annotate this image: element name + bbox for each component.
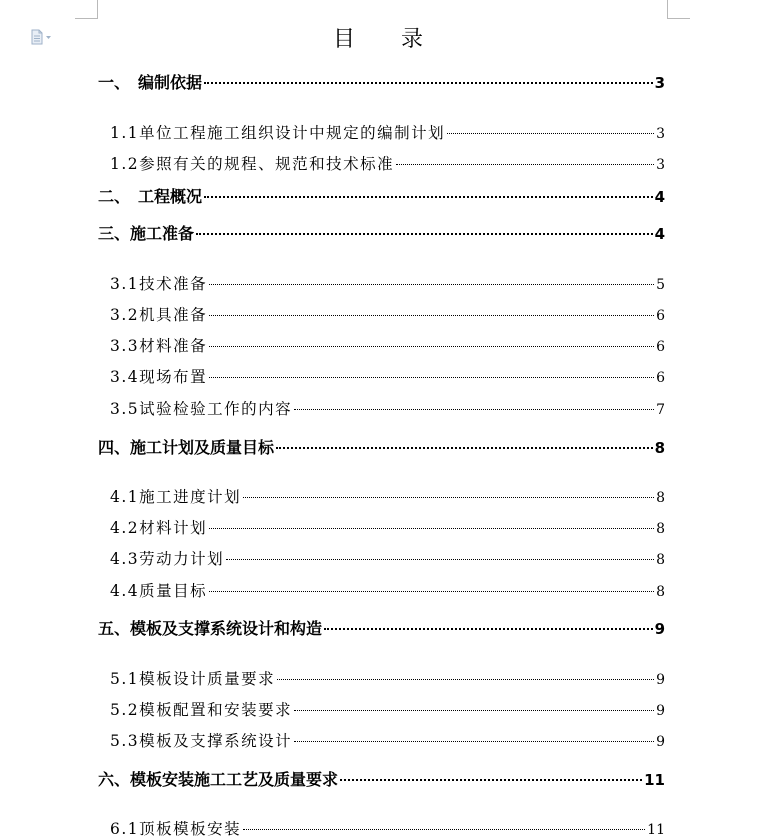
- dot-leader: [396, 164, 654, 165]
- toc-title: 目录: [332, 27, 469, 52]
- toc-entry-label: 三、施工准备: [98, 224, 195, 243]
- toc-chapter-entry[interactable]: [98, 221, 665, 244]
- dot-leader: [294, 409, 654, 410]
- toc-page-number: 6: [656, 308, 665, 324]
- toc-page-number: 7: [656, 402, 665, 418]
- toc-section-entry[interactable]: [110, 272, 665, 294]
- toc-section-entry[interactable]: [110, 121, 665, 143]
- dot-leader: [324, 628, 653, 630]
- margin-mark-right: [667, 0, 690, 19]
- toc-section-entry[interactable]: [110, 485, 665, 507]
- dot-leader: [276, 447, 653, 449]
- toc-chapter-entry[interactable]: [98, 767, 665, 790]
- toc-entry-label: 六、模板安装施工工艺及质量要求: [98, 770, 339, 789]
- toc-section-entry[interactable]: [110, 397, 665, 419]
- toc-entry-label: 一、 编制依据: [98, 73, 203, 92]
- margin-mark-left: [75, 0, 98, 19]
- toc-chapter-entry[interactable]: [98, 616, 665, 639]
- toc-section-entry[interactable]: [110, 547, 665, 569]
- dot-leader: [294, 741, 654, 742]
- dot-leader: [196, 233, 653, 235]
- toc-entry-label: 3.3材料准备: [110, 337, 208, 355]
- toc-page-number: 11: [644, 771, 665, 789]
- toc-page-number: 6: [656, 370, 665, 386]
- toc-section-entry[interactable]: [110, 579, 665, 601]
- toc-entry-label: 3.5试验检验工作的内容: [110, 400, 293, 418]
- toc-page-number: 6: [656, 339, 665, 355]
- dot-leader: [243, 829, 645, 830]
- toc-entry-label: 1.1单位工程施工组织设计中规定的编制计划: [110, 124, 446, 142]
- toc-page-number: 8: [656, 521, 665, 537]
- dot-leader: [209, 346, 654, 347]
- toc-page-number: 8: [656, 584, 665, 600]
- toc-section-entry[interactable]: [110, 365, 665, 387]
- toc-entry-label: 5.2模板配置和安装要求: [110, 701, 293, 719]
- toc-entry-label: 五、模板及支撑系统设计和构造: [98, 619, 323, 638]
- toc-entry-label: 4.3劳动力计划: [110, 550, 225, 568]
- toc-page-number: 8: [656, 490, 665, 506]
- dot-leader: [209, 528, 654, 529]
- toc-entry-label: 4.1施工进度计划: [110, 488, 242, 506]
- toc-page-number: 8: [656, 552, 665, 568]
- dot-leader: [294, 710, 654, 711]
- toc-page-number: 9: [656, 703, 665, 719]
- toc-entry-label: 二、 工程概况: [98, 187, 203, 206]
- toc-entry-label: 四、施工计划及质量目标: [98, 438, 275, 457]
- dot-leader: [209, 284, 654, 285]
- toc-section-entry[interactable]: [110, 303, 665, 325]
- toc-page-number: 5: [656, 277, 665, 293]
- toc-page-number: 9: [654, 620, 665, 638]
- toc-section-entry[interactable]: [110, 667, 665, 689]
- dot-leader: [243, 497, 654, 498]
- toc-page-number: 9: [656, 672, 665, 688]
- toc-section-entry[interactable]: [110, 334, 665, 356]
- toc-entry-label: 5.3模板及支撑系统设计: [110, 732, 293, 750]
- toc-chapter-entry[interactable]: [98, 70, 665, 93]
- toc-section-entry[interactable]: [110, 698, 665, 720]
- dot-leader: [209, 315, 654, 316]
- toc-entry-label: 5.1模板设计质量要求: [110, 670, 276, 688]
- dot-leader: [226, 559, 654, 560]
- dot-leader: [209, 377, 654, 378]
- toc-entry-label: 3.2机具准备: [110, 306, 208, 324]
- toc-chapter-entry[interactable]: [98, 184, 665, 207]
- toc-section-entry[interactable]: [110, 817, 665, 837]
- toc-page-number: 4: [654, 188, 665, 206]
- toc-chapter-entry[interactable]: [98, 435, 665, 458]
- toc-entry-label: 1.2参照有关的规程、规范和技术标准: [110, 155, 395, 173]
- dot-leader: [204, 82, 653, 84]
- toc-page-number: 3: [656, 157, 665, 173]
- toc-page-number: 4: [654, 225, 665, 243]
- toc-page-number: 3: [654, 74, 665, 92]
- dot-leader: [204, 196, 653, 198]
- toc-entry-label: 3.1技术准备: [110, 275, 208, 293]
- toc-section-entry[interactable]: [110, 729, 665, 751]
- dot-leader: [209, 591, 654, 592]
- toc-section-entry[interactable]: [110, 152, 665, 174]
- dot-leader: [447, 133, 654, 134]
- toc-entry-label: 4.4质量目标: [110, 582, 208, 600]
- toc-section-entry[interactable]: [110, 516, 665, 538]
- dot-leader: [340, 779, 642, 781]
- toc-entry-label: 6.1顶板模板安装: [110, 820, 242, 837]
- toc-entry-label: 4.2材料计划: [110, 519, 208, 537]
- toc-page-number: 9: [656, 734, 665, 750]
- toc-page-number: 3: [656, 126, 665, 142]
- dot-leader: [277, 679, 654, 680]
- toc-entry-label: 3.4现场布置: [110, 368, 208, 386]
- toc-page-number: 11: [647, 822, 665, 837]
- toc-page-number: 8: [654, 439, 665, 457]
